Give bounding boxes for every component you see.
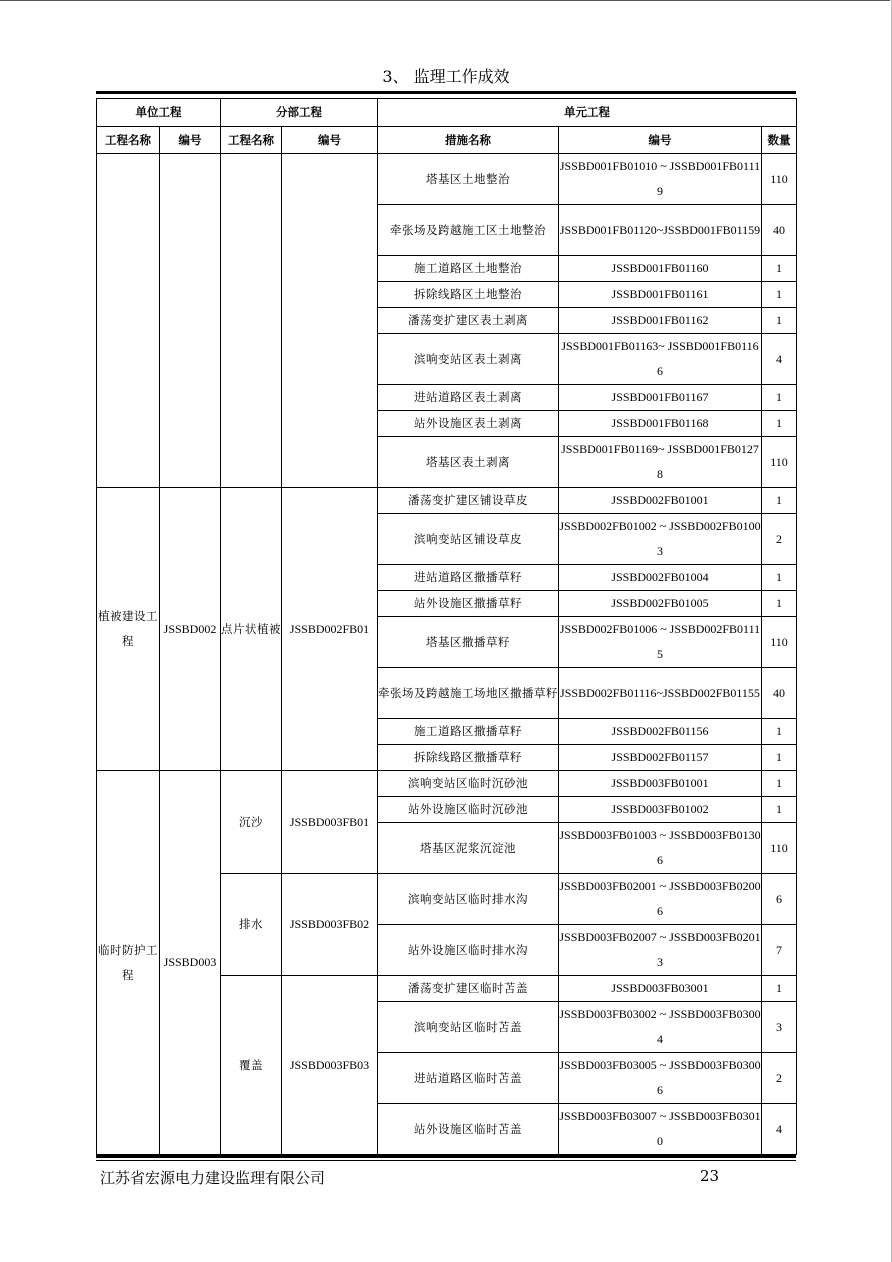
- element-code: JSSBD001FB01169~ JSSBD001FB01278: [559, 437, 762, 488]
- quantity: 1: [762, 719, 797, 745]
- measure-name: 站外设施区表土剥离: [378, 411, 559, 437]
- element-code: JSSBD001FB01120~JSSBD001FB01159: [559, 205, 762, 256]
- quantity: 2: [762, 514, 797, 565]
- element-code: JSSBD003FB02007 ~ JSSBD003FB02013: [559, 925, 762, 976]
- quantity: 110: [762, 823, 797, 874]
- element-code: JSSBD001FB01163~ JSSBD001FB01166: [559, 334, 762, 385]
- measure-name: 潘荡变扩建区表土剥离: [378, 308, 559, 334]
- header-unit-project: 单位工程: [97, 99, 221, 127]
- quantity: 1: [762, 256, 797, 282]
- results-table: [96, 98, 797, 1155]
- element-code: JSSBD001FB01161: [559, 282, 762, 308]
- quantity: 110: [762, 437, 797, 488]
- quantity: 110: [762, 154, 797, 205]
- header-unit-name: 工程名称: [97, 127, 160, 154]
- measure-name: 进站道路区撒播草籽: [378, 565, 559, 591]
- element-code: JSSBD003FB02001 ~ JSSBD003FB02006: [559, 874, 762, 925]
- element-code: JSSBD003FB03001: [559, 976, 762, 1002]
- element-code: JSSBD003FB03002 ~ JSSBD003FB03004: [559, 1002, 762, 1053]
- footer-rule-thin: [96, 1160, 796, 1161]
- measure-name: 滨响变站区临时苫盖: [378, 1002, 559, 1053]
- quantity: 1: [762, 488, 797, 514]
- measure-name: 塔基区土地整治: [378, 154, 559, 205]
- quantity: 7: [762, 925, 797, 976]
- division-name-cell: [221, 154, 282, 488]
- header-element-project: 单元工程: [378, 99, 797, 127]
- quantity: 1: [762, 282, 797, 308]
- element-code: JSSBD001FB01010 ~ JSSBD001FB01119: [559, 154, 762, 205]
- quantity: 1: [762, 308, 797, 334]
- header-div-code: 编号: [282, 127, 378, 154]
- element-code: JSSBD001FB01162: [559, 308, 762, 334]
- unit-name-cell: 植被建设工程: [97, 488, 160, 771]
- quantity: 3: [762, 1002, 797, 1053]
- header-row-1: [97, 99, 797, 127]
- measure-name: 滨响变站区表土剥离: [378, 334, 559, 385]
- division-code-cell: [282, 154, 378, 488]
- measure-name: 牵张场及跨越施工区土地整治: [378, 205, 559, 256]
- table-row: [97, 488, 797, 514]
- quantity: 6: [762, 874, 797, 925]
- unit-name-cell: 临时防护工程: [97, 771, 160, 1155]
- element-code: JSSBD003FB01001: [559, 771, 762, 797]
- element-code: JSSBD003FB01003 ~ JSSBD003FB01306: [559, 823, 762, 874]
- header-element-code: 编号: [559, 127, 762, 154]
- quantity: 40: [762, 205, 797, 256]
- measure-name: 进站道路区临时苫盖: [378, 1053, 559, 1104]
- element-code: JSSBD003FB01002: [559, 797, 762, 823]
- element-code: JSSBD002FB01004: [559, 565, 762, 591]
- quantity: 1: [762, 591, 797, 617]
- element-code: JSSBD002FB01156: [559, 719, 762, 745]
- measure-name: 滨响变站区临时排水沟: [378, 874, 559, 925]
- element-code: JSSBD002FB01002 ~ JSSBD002FB01003: [559, 514, 762, 565]
- page-number: 23: [700, 1167, 720, 1185]
- unit-name-cell: [97, 154, 160, 488]
- quantity: 4: [762, 1104, 797, 1155]
- element-code: JSSBD001FB01160: [559, 256, 762, 282]
- measure-name: 施工道路区撒播草籽: [378, 719, 559, 745]
- page-frame-top: [0, 0, 890, 1]
- measure-name: 站外设施区临时苫盖: [378, 1104, 559, 1155]
- measure-name: 拆除线路区土地整治: [378, 282, 559, 308]
- quantity: 1: [762, 745, 797, 771]
- measure-name: 站外设施区撒播草籽: [378, 591, 559, 617]
- header-division-project: 分部工程: [221, 99, 378, 127]
- page-title: 3、 监理工作成效: [382, 67, 510, 86]
- element-code: JSSBD003FB03005 ~ JSSBD003FB03006: [559, 1053, 762, 1104]
- division-code-cell: JSSBD003FB02: [282, 874, 378, 976]
- element-code: JSSBD002FB01006 ~ JSSBD002FB01115: [559, 617, 762, 668]
- measure-name: 滨响变站区铺设草皮: [378, 514, 559, 565]
- table-row: [97, 154, 797, 205]
- division-code-cell: JSSBD002FB01: [282, 488, 378, 771]
- measure-name: 滨响变站区临时沉砂池: [378, 771, 559, 797]
- measure-name: 塔基区撒播草籽: [378, 617, 559, 668]
- element-code: JSSBD001FB01168: [559, 411, 762, 437]
- header-unit-code: 编号: [160, 127, 221, 154]
- quantity: 1: [762, 411, 797, 437]
- measure-name: 潘荡变扩建区临时苫盖: [378, 976, 559, 1002]
- measure-name: 拆除线路区撒播草籽: [378, 745, 559, 771]
- quantity: 1: [762, 385, 797, 411]
- quantity: 2: [762, 1053, 797, 1104]
- header-div-name: 工程名称: [221, 127, 282, 154]
- unit-code-cell: [160, 154, 221, 488]
- measure-name: 塔基区泥浆沉淀池: [378, 823, 559, 874]
- measure-name: 站外设施区临时沉砂池: [378, 797, 559, 823]
- header-row-2: [97, 127, 797, 154]
- header-quantity: 数量: [762, 127, 797, 154]
- division-name-cell: 点片状植被: [221, 488, 282, 771]
- division-code-cell: JSSBD003FB03: [282, 976, 378, 1155]
- quantity: 4: [762, 334, 797, 385]
- element-code: JSSBD002FB01116~JSSBD002FB01155: [559, 668, 762, 719]
- element-code: JSSBD001FB01167: [559, 385, 762, 411]
- element-code: JSSBD002FB01001: [559, 488, 762, 514]
- quantity: 1: [762, 797, 797, 823]
- quantity: 110: [762, 617, 797, 668]
- measure-name: 施工道路区土地整治: [378, 256, 559, 282]
- quantity: 1: [762, 976, 797, 1002]
- header-rule: [96, 91, 796, 94]
- element-code: JSSBD002FB01005: [559, 591, 762, 617]
- quantity: 1: [762, 565, 797, 591]
- unit-code-cell: JSSBD002: [160, 488, 221, 771]
- footer-company: 江苏省宏源电力建设监理有限公司: [100, 1169, 326, 1187]
- measure-name: 潘荡变扩建区铺设草皮: [378, 488, 559, 514]
- quantity: 1: [762, 771, 797, 797]
- measure-name: 站外设施区临时排水沟: [378, 925, 559, 976]
- footer-rule-thick: [96, 1155, 796, 1158]
- unit-code-cell: JSSBD003: [160, 771, 221, 1155]
- table-row: [97, 771, 797, 797]
- quantity: 40: [762, 668, 797, 719]
- element-code: JSSBD003FB03007 ~ JSSBD003FB03010: [559, 1104, 762, 1155]
- division-code-cell: JSSBD003FB01: [282, 771, 378, 874]
- division-name-cell: 排水: [221, 874, 282, 976]
- measure-name: 塔基区表土剥离: [378, 437, 559, 488]
- division-name-cell: 覆盖: [221, 976, 282, 1155]
- measure-name: 牵张场及跨越施工场地区撒播草籽: [378, 668, 559, 719]
- header-measure-name: 措施名称: [378, 127, 559, 154]
- measure-name: 进站道路区表土剥离: [378, 385, 559, 411]
- division-name-cell: 沉沙: [221, 771, 282, 874]
- element-code: JSSBD002FB01157: [559, 745, 762, 771]
